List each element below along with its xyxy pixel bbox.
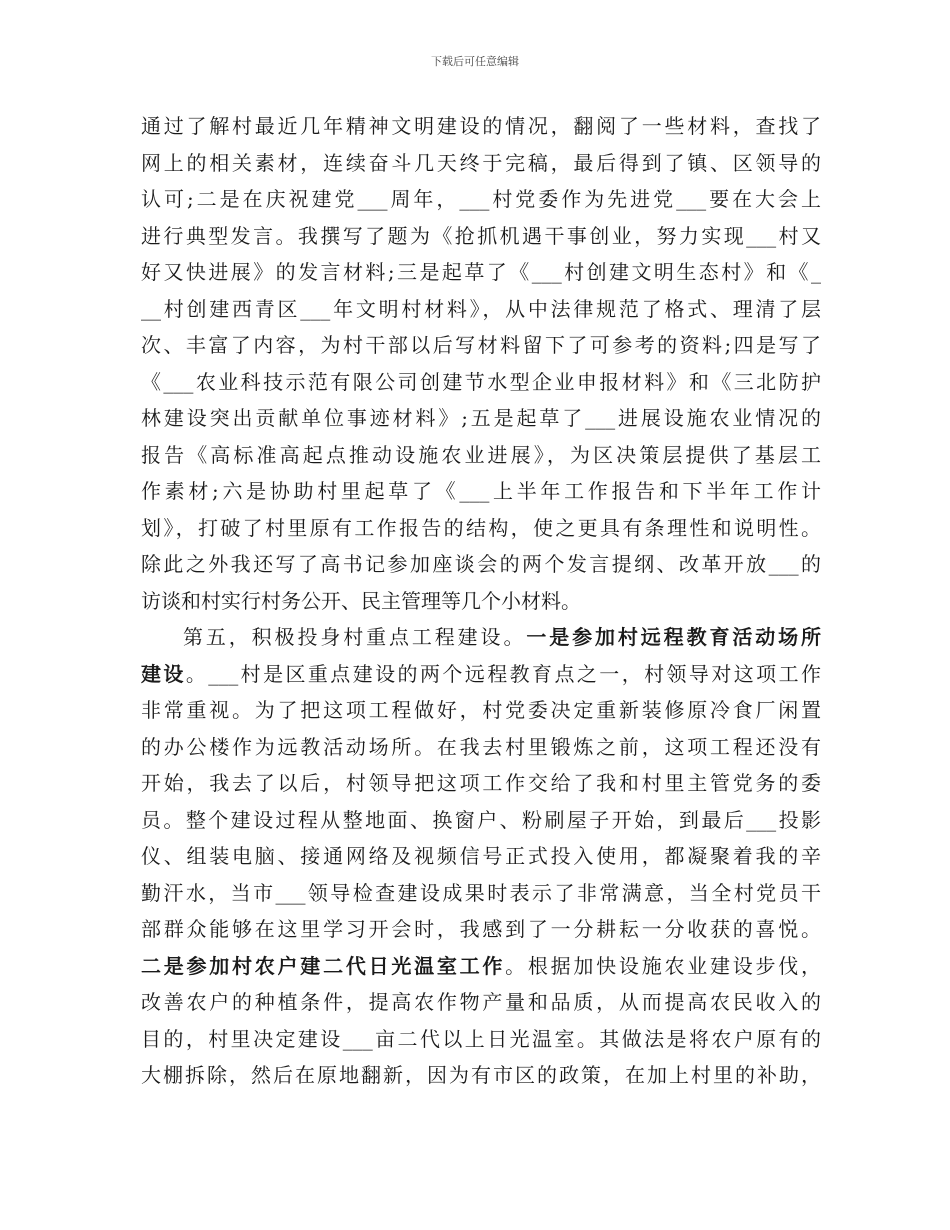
text-segment: 次、丰富了内容，为村干部以后写材料留下了可参考的资料;四是写了 (141, 333, 821, 357)
text-line (141, 546, 821, 583)
text-line (141, 400, 821, 437)
text-segment: 林建设突出贡献单位事迹材料》;五是起草了___进展设施农业情况的 (141, 406, 821, 430)
text-segment: 勤汗水，当市___领导检查建设成果时表示了非常满意，当全村党员干 (141, 880, 821, 905)
text-segment: 除此之外我还写了高书记参加座谈会的两个发言提纲、改革开放___的 (141, 552, 821, 576)
document-body (141, 108, 821, 1094)
text-segment: 网上的相关素材，连续奋斗几天终于完稿，最后得到了镇、区领导的 (141, 150, 821, 175)
text-line (141, 802, 821, 839)
text-segment: 改善农户的种植条件，提高农作物产量和品质，从而提高农民收入的 (141, 990, 821, 1014)
text-line (141, 510, 821, 547)
text-segment: 开始，我去了以后，村领导把这项工作交给了我和村里主管党务的委 (141, 771, 821, 795)
text-segment: 报告《高标准高起点推动设施农业进展》，为区决策层提供了基层工 (141, 442, 821, 467)
text-line (141, 619, 821, 656)
text-line (141, 729, 821, 766)
bold-text-segment: 建设 (141, 661, 186, 686)
text-line (141, 145, 821, 182)
text-segment: 目的，村里决定建设___亩二代以上日光温室。其做法是将农户原有的 (141, 1026, 821, 1051)
text-segment: 部群众能够在这里学习开会时，我感到了一分耕耘一分收获的喜悦。 (141, 917, 821, 941)
text-line (141, 1021, 821, 1058)
text-line (141, 984, 821, 1021)
text-line (141, 765, 821, 802)
text-line (141, 254, 821, 291)
text-line (141, 181, 821, 218)
text-segment: 通过了解村最近几年精神文明建设的情况，翻阅了一些材料，查找了 (141, 114, 821, 138)
text-line (141, 473, 821, 510)
text-line (141, 108, 821, 145)
text-segment: __村创建西青区___年文明村材料》，从中法律规范了格式、理清了层 (141, 296, 821, 321)
text-segment: 大棚拆除，然后在原地翻新，因为有市区的政策，在加上村里的补助， (141, 1063, 821, 1087)
text-segment: 认可;二是在庆祝建党___周年，___村党委作为先进党___要在大会上 (141, 187, 821, 211)
text-line (141, 692, 821, 729)
text-line (141, 1057, 821, 1094)
text-line (141, 291, 821, 328)
text-segment: 好又快进展》的发言材料;三是起草了《___村创建文明生态村》和《_ (141, 260, 821, 284)
text-line (141, 327, 821, 364)
text-segment: 员。整个建设过程从整地面、换窗户、粉刷屋子开始，到最后___投影 (141, 807, 821, 832)
text-line (141, 948, 821, 985)
text-segment: 非常重视。为了把这项工程做好，村党委决定重新装修原冷食厂闲置 (141, 698, 821, 722)
text-line (141, 364, 821, 401)
text-segment: 划》，打破了村里原有工作报告的结构，使之更具有条理性和说明性。 (141, 515, 821, 540)
text-line (141, 838, 821, 875)
text-segment: 第五，积极投身村重点工程建设。 (183, 625, 527, 649)
bold-text-segment: 一是参加村远程教育活动场所 (526, 625, 822, 649)
text-line (141, 875, 821, 912)
text-line (141, 437, 821, 474)
text-segment: 。根据加快设施农业建设步伐， (505, 953, 822, 978)
text-line (141, 656, 821, 693)
text-segment: 。___村是区重点建设的两个远程教育点之一，村领导对这项工作 (185, 661, 822, 686)
text-segment: 的办公楼作为远教活动场所。在我去村里锻炼之前，这项工程还没有 (141, 734, 821, 759)
bold-text-segment: 二是参加村农户建二代日光温室工作 (141, 953, 506, 978)
text-segment: 访谈和村实行村务公开、民主管理等几个小材料。 (141, 588, 581, 613)
page-header: 下载后可任意编辑 (431, 55, 519, 68)
text-segment: 进行典型发言。我撰写了题为《抢抓机遇干事创业，努力实现___村又 (141, 223, 821, 248)
text-line (141, 911, 821, 948)
text-line (141, 583, 821, 620)
text-segment: 作素材;六是协助村里起草了《___上半年工作报告和下半年工作计 (141, 479, 821, 503)
text-line (141, 218, 821, 255)
text-segment: 《___农业科技示范有限公司创建节水型企业申报材料》和《三北防护 (141, 369, 821, 394)
text-segment: 仪、组装电脑、接通网络及视频信号正式投入使用，都凝聚着我的辛 (141, 844, 821, 868)
